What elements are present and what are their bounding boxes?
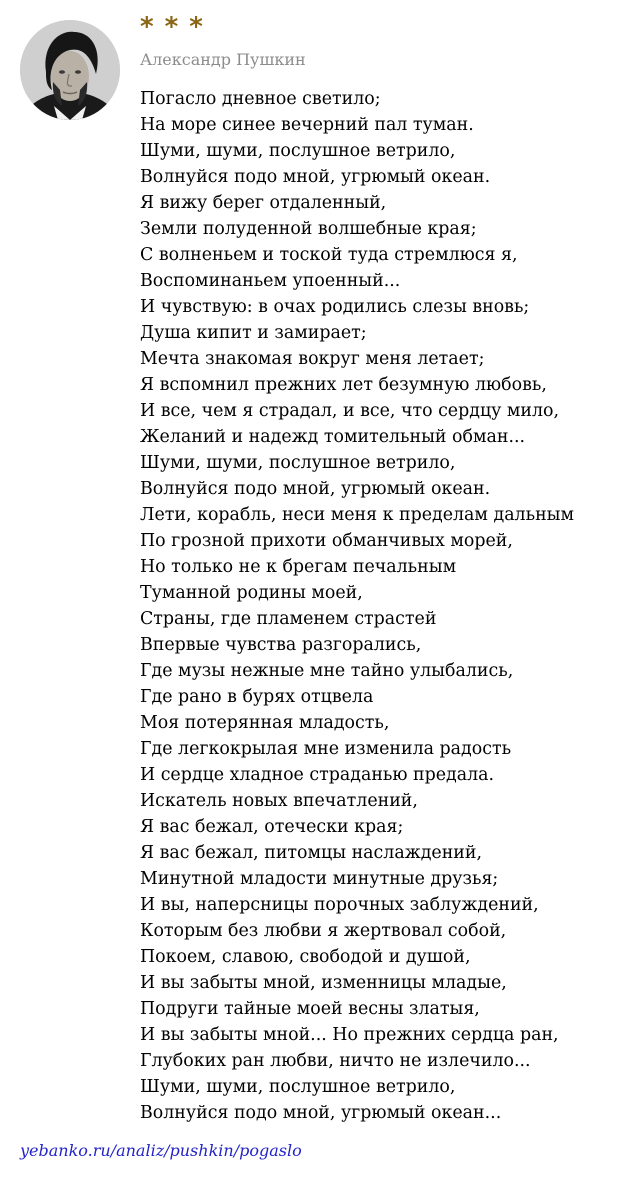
poem-line: Моя потерянная младость,	[140, 713, 390, 733]
poem-line: Погасло дневное светило;	[140, 89, 381, 109]
poem-line: Волнуйся подо мной, угрюмый океан.	[140, 167, 491, 187]
poem-line: И вы, наперсницы порочных заблуждений,	[140, 895, 539, 915]
poem-line: На море синее вечерний пал туман.	[140, 115, 474, 135]
poem-line: Искатель новых впечатлений,	[140, 791, 418, 811]
poem-line: Впервые чувства разгорались,	[140, 635, 422, 655]
poem-line: Я вас бежал, питомцы наслаждений,	[140, 843, 482, 863]
poem-line: Которым без любви я жертвовал собой,	[140, 921, 507, 941]
poem-line: Покоем, славою, свободой и душой,	[140, 947, 471, 967]
poem-line: Глубоких ран любви, ничто не излечило...	[140, 1051, 531, 1071]
poem-line: Я вас бежал, отечески края;	[140, 817, 404, 837]
poem-line: И сердце хладное страданью предала.	[140, 765, 495, 785]
poem-line: И все, чем я страдал, и все, что сердцу мило,	[140, 401, 560, 421]
author-name: Александр Пушкин	[140, 50, 306, 69]
poem-line: Лети, корабль, неси меня к пределам дальным	[140, 505, 575, 525]
poem-line: По грозной прихоти обманчивых морей,	[140, 531, 513, 551]
poem-line: Шуми, шуми, послушное ветрило,	[140, 141, 456, 161]
poem-line: Душа кипит и замирает;	[140, 323, 367, 343]
poem-line: И вы забыты мной... Но прежних сердца ран,	[140, 1025, 559, 1045]
poem-line: Волнуйся подо мной, угрюмый океан...	[140, 1103, 502, 1123]
poem-line: Я вспомнил прежних лет безумную любовь,	[140, 375, 547, 395]
section-stars: * * *	[140, 12, 204, 42]
poem-line: С волненьем и тоской туда стремлюся я,	[140, 245, 518, 265]
poem-line: Шуми, шуми, послушное ветрило,	[140, 453, 456, 473]
author-portrait	[20, 20, 120, 120]
poem-line: Мечта знакомая вокруг меня летает;	[140, 349, 485, 369]
poem-line: Волнуйся подо мной, угрюмый океан.	[140, 479, 491, 499]
poem-line: Где легкокрылая мне изменила радость	[140, 739, 512, 759]
poem-line: Земли полуденной волшебные края;	[140, 219, 477, 239]
poem-line: Страны, где пламенем страстей	[140, 609, 437, 629]
poem-line: Шуми, шуми, послушное ветрило,	[140, 1077, 456, 1097]
poem-line: И вы забыты мной, изменницы младые,	[140, 973, 507, 993]
poem-line: Подруги тайные моей весны златыя,	[140, 999, 480, 1019]
poem-line: И чувствую: в очах родились слезы вновь;	[140, 297, 530, 317]
poem-line: Минутной младости минутные друзья;	[140, 869, 499, 889]
poem-text	[140, 86, 620, 1126]
poem-line: Воспоминаньем упоенный...	[140, 271, 401, 291]
poem-line: Я вижу берег отдаленный,	[140, 193, 387, 213]
poem-line: Но только не к брегам печальным	[140, 557, 457, 577]
poem-line: Желаний и надежд томительный обман...	[140, 427, 526, 447]
poem-line: Где рано в бурях отцвела	[140, 687, 374, 707]
poem-line: Где музы нежные мне тайно улыбались,	[140, 661, 514, 681]
poem-line: Туманной родины моей,	[140, 583, 363, 603]
source-link[interactable]: yebanko.ru/analiz/pushkin/pogaslo	[20, 1141, 302, 1160]
